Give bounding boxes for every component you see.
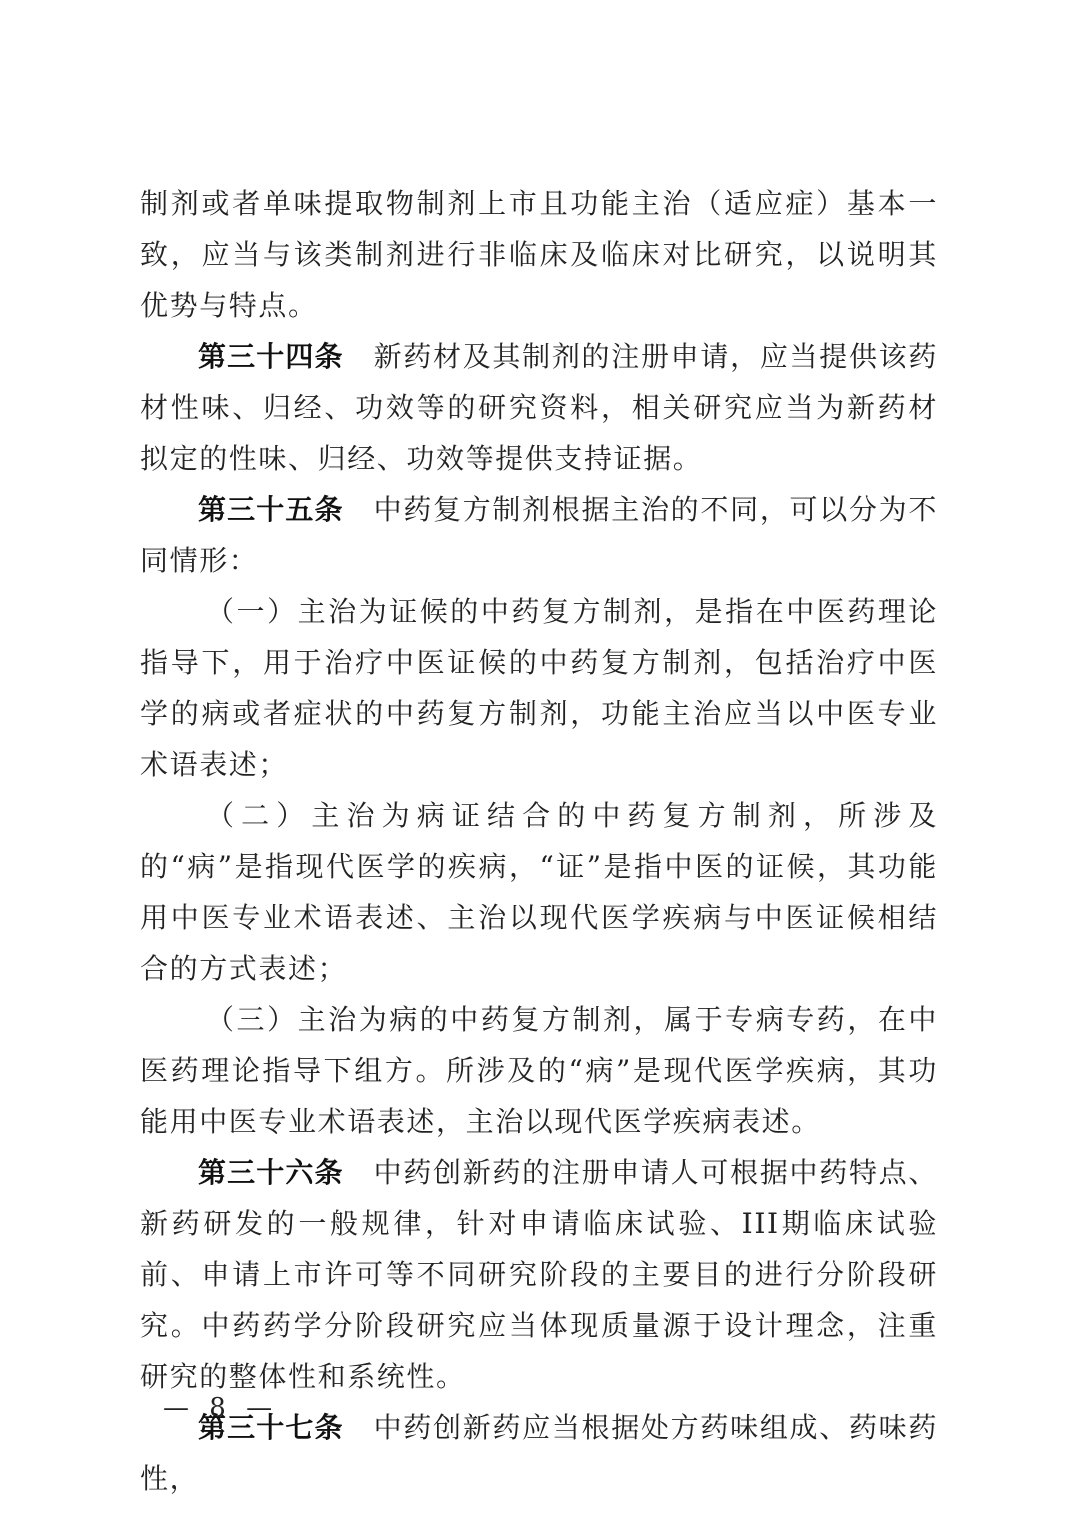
article-number: 第三十五条 (198, 493, 344, 526)
document-body (140, 178, 938, 1504)
article-number: 第三十四条 (198, 340, 344, 373)
paragraph-continuation (140, 178, 938, 331)
clause-1 (140, 586, 938, 790)
article-text: 中药复方制剂根据主治的不同，可以分为不同情形： (140, 493, 938, 577)
article-text: 新药材及其制剂的注册申请，应当提供该药材性味、归经、功效等的研究资料，相关研究应当为新药材拟定的性味、归经、功效等提供支持证据。 (140, 340, 938, 475)
article-number: 第三十六条 (198, 1156, 344, 1189)
article-34 (140, 331, 938, 484)
clause-3 (140, 994, 938, 1147)
clause-2 (140, 790, 938, 994)
clause-text: （二）主治为病证结合的中药复方制剂，所涉及的“病”是指现代医学的疾病，“证”是指中医的证候，其功能用中医专业术语表述、主治以现代医学疾病与中医证候相结合的方式表述； (140, 799, 938, 985)
article-number: 第三十七条 (198, 1411, 344, 1444)
clause-text: （三）主治为病的中药复方制剂，属于专病专药，在中医药理论指导下组方。所涉及的“病”是现代医学疾病，其功能用中医专业术语表述，主治以现代医学疾病表述。 (140, 1003, 938, 1138)
page-number: — 8 — (163, 1393, 279, 1423)
article-35 (140, 484, 938, 586)
clause-text: （一）主治为证候的中药复方制剂，是指在中医药理论指导下，用于治疗中医证候的中药复方制剂，包括治疗中医学的病或者症状的中药复方制剂，功能主治应当以中医专业术语表述； (140, 595, 938, 781)
article-36 (140, 1147, 938, 1402)
article-text: 中药创新药的注册申请人可根据中药特点、新药研发的一般规律，针对申请临床试验、III期临床试验前、申请上市许可等不同研究阶段的主要目的进行分阶段研究。中药药学分阶段研究应当体现质量源于设计理念，注重研究的整体性和系统性。 (140, 1156, 938, 1393)
paragraph-text: 制剂或者单味提取物制剂上市且功能主治（适应症）基本一致，应当与该类制剂进行非临床及临床对比研究，以说明其优势与特点。 (140, 187, 938, 322)
article-text: 中药创新药应当根据处方药味组成、药味药性， (140, 1411, 938, 1495)
